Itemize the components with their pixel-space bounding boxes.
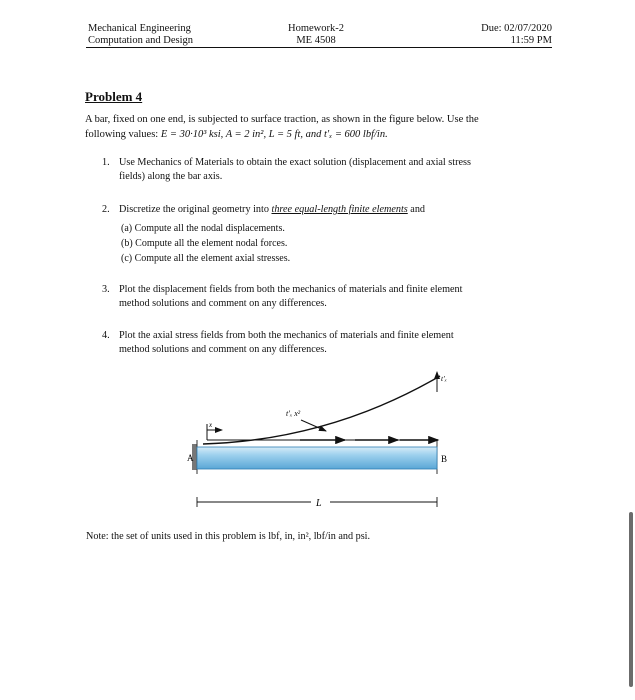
course-line-1: Mechanical Engineering [88, 23, 191, 34]
intro-line-2-prefix: following values: [85, 129, 161, 140]
task-2-prefix: Discretize the original geometry into [119, 204, 272, 215]
intro-line-1: A bar, fixed on one end, is subjected to surface traction, as shown in the figure below. Use the [85, 114, 479, 125]
task-3-line-1: Plot the displacement fields from both the mechanics of materials and finite element [119, 284, 463, 295]
homework-line-1: Homework-2 [288, 23, 344, 34]
task-2-subitem-c: (c) Compute all the element axial stresses. [121, 253, 291, 264]
task-2-subitem-b: (b) Compute all the element nodal forces. [121, 238, 288, 249]
task-2-emphasis: three equal-length finite elements [271, 204, 408, 215]
task-2-suffix: and [407, 204, 426, 215]
due-line-2: 11:59 PM [510, 35, 552, 46]
label-a: A [187, 453, 194, 463]
length-label: L [316, 498, 322, 509]
task-4-line-1: Plot the axial stress fields from both the mechanics of materials and finite element [119, 330, 454, 341]
task-4-number: 4. [102, 330, 110, 341]
due-line-1: Due: 02/07/2020 [481, 23, 552, 34]
bar-body [197, 447, 437, 469]
given-values: E = 30·10³ ksi, A = 2 in², L = 5 ft, and t′ₓ = 600 lbf/in. [160, 129, 388, 140]
task-1-line-1: Use Mechanics of Materials to obtain the exact solution (displacement and axial stress [119, 157, 471, 168]
units-note: Note: the set of units used in this problem is lbf, in, in², lbf/in and psi. [86, 531, 371, 542]
task-4-line-2: method solutions and comment on any differences. [119, 344, 327, 355]
task-3-number: 3. [102, 284, 110, 295]
tip-label: t′ₓ [441, 374, 447, 383]
task-1-number: 1. [102, 157, 110, 168]
task-3-line-2: method solutions and comment on any differences. [119, 298, 327, 309]
x-label: x [209, 421, 213, 429]
task-2-subitem-a: (a) Compute all the nodal displacements. [121, 223, 285, 234]
label-b: B [441, 454, 448, 464]
traction-curve [203, 376, 440, 444]
homework-line-2: ME 4508 [296, 35, 336, 46]
load-label: t′ₓ x² [286, 409, 301, 418]
task-2-number: 2. [102, 204, 110, 215]
vertical-scrollbar[interactable] [629, 512, 633, 687]
course-line-2: Computation and Design [88, 35, 193, 46]
task-1-line-2: fields) along the bar axis. [119, 171, 223, 182]
problem-title: Problem 4 [85, 89, 143, 104]
